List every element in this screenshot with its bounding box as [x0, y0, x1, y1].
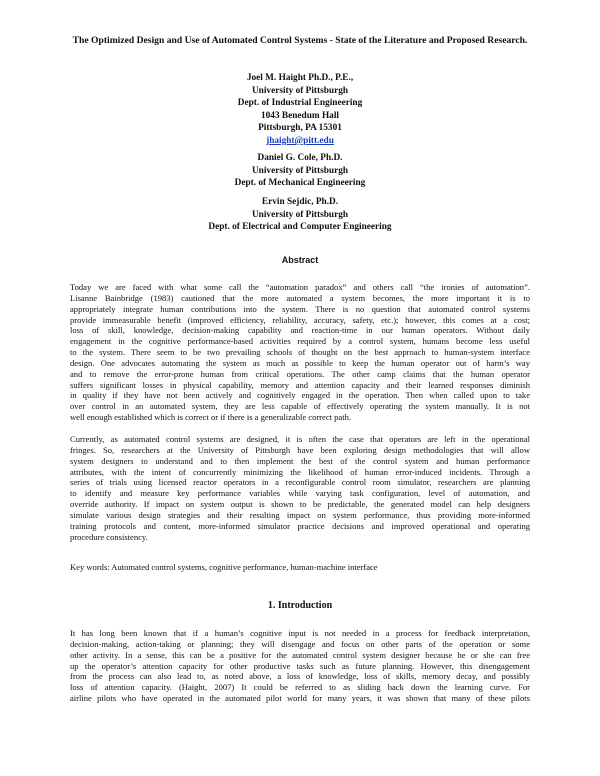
author-name: Daniel G. Cole, Ph.D. [257, 153, 343, 163]
author-city: Pittsburgh, PA 15301 [258, 123, 342, 134]
introduction-paragraph [70, 628, 530, 704]
text-line: loss of skill, knowledge, decision-making capability and reaction-time in our human operators. Without daily [70, 325, 530, 336]
text-line: to identify and measure key performance variables while varying task configuration, level of automation, and [70, 488, 530, 499]
abstract-heading: Abstract [281, 255, 319, 265]
text-line: over control in an automated system, they are less capable of effectively operating the system manually. It is not [70, 401, 530, 412]
text-line: and to remove the error-prone human from critical operations. The other camp claims that the human operator [70, 368, 530, 379]
text-line: Today we are faced with what some call the “automation paradox” and others call “the ironies of automation”. [70, 282, 530, 292]
text-line: well enough established which is correct or if there is a generalizable correct path. [70, 412, 351, 423]
author-address: 1043 Benedum Hall [261, 110, 339, 121]
text-line: airline pilots who have operated in the automated pilot world for many years, it was shown that many of these pilots [70, 693, 530, 704]
text-line: loss of attention capacity. (Haight, 2007) It could be referred to as sliding back down the learning curve. For [70, 682, 530, 693]
author-department: Dept. of Mechanical Engineering [234, 178, 366, 189]
text-line: Lisanne Bainbridge (1983) cautioned that the more automated a system becomes, the more important it is to [70, 292, 530, 303]
text-line: engagement in the cognitive performance-based activities required by a control system, humans become less useful [70, 336, 530, 347]
author-affiliation: University of Pittsburgh [251, 209, 349, 220]
text-line: simulate various design strategies and their resulting impact on system performance, thus providing more-informed [70, 509, 530, 520]
text-line: override authority. If impact on system output is shown to be predictable, the generated model can help designers [70, 499, 530, 510]
author-name: Ervin Sejdic, Ph.D. [261, 197, 339, 207]
text-line: provide immeasurable benefit (improved efficiency, reliability, accuracy, safety, etc.); however, this comes at a cost; [70, 314, 530, 325]
text-line: appropriately integrate human contributions into the system. There is no question that automated control systems [70, 303, 530, 314]
abstract-paragraph-2 [70, 434, 530, 542]
paper-title: The Optimized Design and Use of Automated Control Systems - State of the Literature and Proposed Research. [72, 35, 528, 46]
author-department: Dept. of Industrial Engineering [237, 98, 363, 109]
author-block-3 [100, 196, 500, 234]
author-name: Joel M. Haight Ph.D., P.E., [246, 73, 354, 83]
keywords: Key words: Automated control systems, cognitive performance, human-machine interface [70, 562, 378, 572]
text-line: fringes. So, researchers at the University of Pittsburgh have been exploring design methodologies that will allow [70, 444, 530, 455]
text-line: Currently, as automated control systems are designed, it is often the case that operators are left in the operational [70, 434, 530, 444]
text-line: in quality if they have not been actively and cognitively engaged in the operation. Then when called upon to take [70, 390, 530, 401]
text-line: to the system. There seem to be two prevailing schools of thought on the best approach to human-system interface [70, 347, 530, 358]
author-department: Dept. of Electrical and Computer Engineering [208, 222, 392, 233]
text-line: It has long been known that if a human’s cognitive input is not needed in a process for feedback interpretation, [70, 628, 530, 638]
author-email-link[interactable]: jhaight@pitt.edu [266, 135, 334, 146]
author-block-2 [100, 152, 500, 190]
text-line: series of trials using licensed reactor operators in a reconfigurable control room simulator, researchers are planning [70, 477, 530, 488]
text-line: from the process can also lead to, as noted above, a loss of knowledge, loss of skills, memory decay, and possibly [70, 671, 530, 682]
text-line: training protocols and content, more-informed simulator practice decisions and improved operational and operating [70, 520, 530, 531]
text-line: decision-making, action-taking or planning; they will disengage and focus on other parts of the operation or some [70, 638, 530, 649]
text-line: attributes, with the intent of concurrently minimizing the likelihood of human error-induced incidents. Through a [70, 466, 530, 477]
text-line: procedure consistency. [70, 531, 148, 542]
section-heading-introduction: 1. Introduction [267, 600, 333, 611]
author-affiliation: University of Pittsburgh [251, 85, 349, 96]
author-affiliation: University of Pittsburgh [251, 165, 349, 176]
text-line: suffers significant losses in physical capability, memory and attention capacity and their learned responses diminish [70, 379, 530, 390]
text-line: design. One advocates automating the system as much as possible to keep the human operator out of harm’s way [70, 357, 530, 368]
text-line: other activity. In a sense, this can be a positive for the automated control system designer because he or she can free [70, 649, 530, 660]
abstract-paragraph-1 [70, 282, 530, 423]
author-block-1 [100, 72, 500, 148]
text-line: system designers to understand and to then implement the best of the control system and human performance [70, 455, 530, 466]
text-line: up the operator’s attention capacity for other productive tasks such as future planning. However, this disengagement [70, 660, 530, 671]
